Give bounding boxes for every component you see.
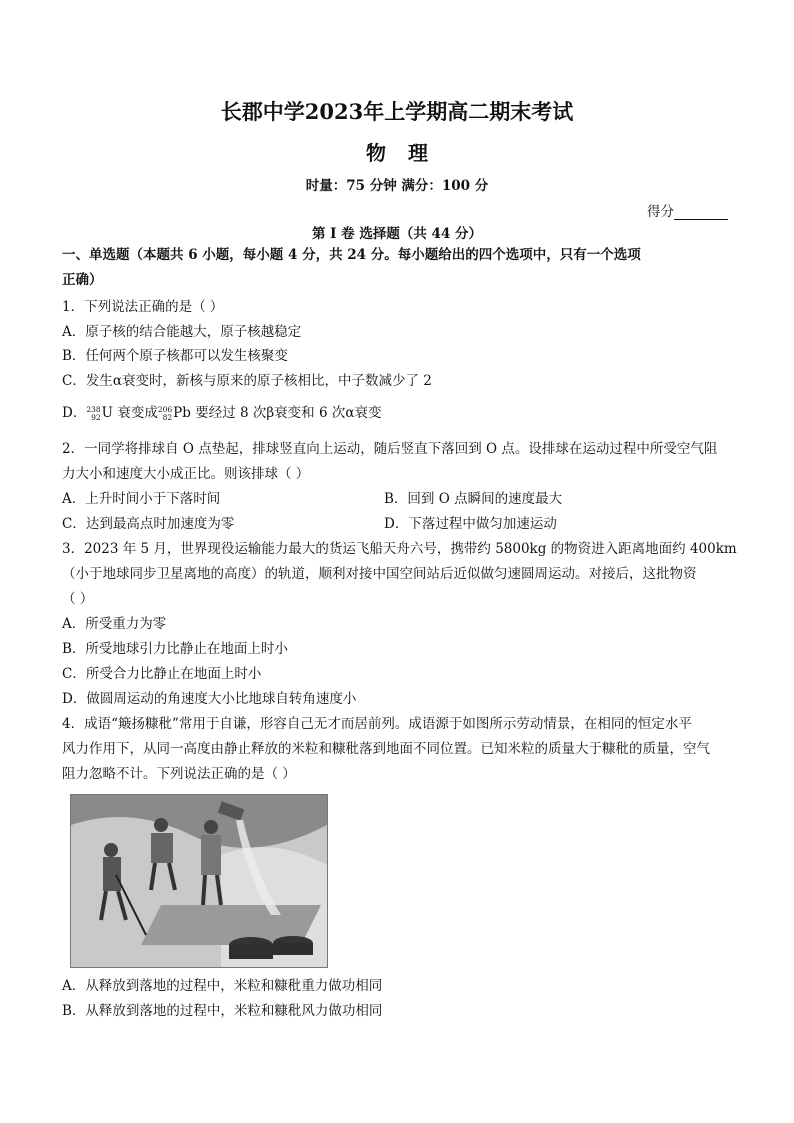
q1-d-suffix: 要经过 8 次β衰变和 6 次α衰变	[190, 405, 382, 421]
exam-title: 长郡中学2023年上学期高二期末考试	[220, 99, 574, 124]
q1-option-d	[62, 404, 732, 422]
score-label: 得分	[647, 204, 674, 220]
section-title: 第 I 卷 选择题（共 44 分）	[311, 226, 483, 242]
q4-stem-line1: 4．成语“簸扬糠秕”常用于自谦，形容自己无才而居前列。成语源于如图所示劳动情景，在相同的恒定水平	[62, 716, 692, 732]
subject-title: 物理	[366, 141, 450, 165]
pb-symbol: Pb	[173, 405, 191, 421]
q2-option-a: A．上升时间小于下落时间	[62, 491, 221, 507]
u-atomic-number: 92	[91, 412, 101, 422]
q1-option-a: A．原子核的结合能越大，原子核越稳定	[62, 324, 302, 340]
q2-option-b: B．回到 O 点瞬间的速度最大	[384, 491, 563, 507]
q1-option-b: B．任何两个原子核都可以发生核聚变	[62, 348, 288, 364]
pb-atomic-number: 82	[162, 412, 173, 422]
u-symbol: U	[101, 405, 114, 421]
score-blank[interactable]	[674, 205, 728, 220]
q4-option-b: B．从释放到落地的过程中，米粒和糠秕风力做功相同	[62, 1003, 383, 1019]
q3-option-b: B．所受地球引力比静止在地面上时小	[62, 641, 288, 657]
time-info: 时量：75 分钟 满分：100 分	[305, 178, 489, 194]
winnowing-scene-svg	[71, 795, 327, 967]
q1-option-c: C．发生α衰变时，新核与原来的原子核相比，中子数减少了 2	[62, 373, 432, 389]
q2-option-c: C．达到最高点时加速度为零	[62, 516, 235, 532]
pb206-nuclide-numbers	[158, 406, 172, 422]
q3-stem-line3: （ ）	[62, 591, 94, 607]
q2-stem-line2: 力大小和速度大小成正比。则该排球（ ）	[62, 466, 310, 482]
q3-option-c: C．所受合力比静止在地面上时小	[62, 666, 262, 682]
part-heading-line1: 一、单选题（本题共 6 小题，每小题 4 分，共 24 分。每小题给出的四个选项中，只有一个选项	[62, 247, 641, 263]
part-heading-line2: 正确）	[62, 272, 103, 288]
winnowing-illustration	[70, 794, 328, 968]
q3-option-a: A．所受重力为零	[62, 616, 167, 632]
q3-stem-line2: （小于地球同步卫星离地的高度）的轨道，顺利对接中国空间站后近似做匀速圆周运动。对接后，这批物资	[62, 566, 697, 582]
q4-option-a: A．从释放到落地的过程中，米粒和糠秕重力做功相同	[62, 978, 383, 994]
u238-nuclide-numbers	[86, 406, 100, 422]
q2-stem-line1: 2．一同学将排球自 O 点垫起，排球竖直向上运动，随后竖直下落回到 O 点。设排球在运动过程中所受空气阻	[62, 441, 718, 457]
score-field[interactable]	[647, 200, 728, 220]
q1-d-mid: 衰变成	[113, 405, 158, 421]
u-mass-number: 238	[86, 404, 101, 414]
q3-option-d: D．做圆周运动的角速度大小比地球自转角速度小	[62, 691, 357, 707]
q2-option-d: D．下落过程中做匀加速运动	[384, 516, 557, 532]
pb-mass-number: 206	[157, 404, 173, 414]
q1-stem: 1．下列说法正确的是（ ）	[62, 299, 224, 315]
q3-stem-line1: 3．2023 年 5 月，世界现役运输能力最大的货运飞船天舟六号，携带约 5800kg 的物资进入距离地面约 400km	[62, 541, 737, 557]
q1-d-prefix: D．	[62, 405, 87, 421]
q4-stem-line3: 阻力忽略不计。下列说法正确的是（ ）	[62, 766, 296, 782]
q4-stem-line2: 风力作用下，从同一高度由静止释放的米粒和糠秕落到地面不同位置。已知米粒的质量大于糠秕的质量，空气	[62, 741, 710, 757]
